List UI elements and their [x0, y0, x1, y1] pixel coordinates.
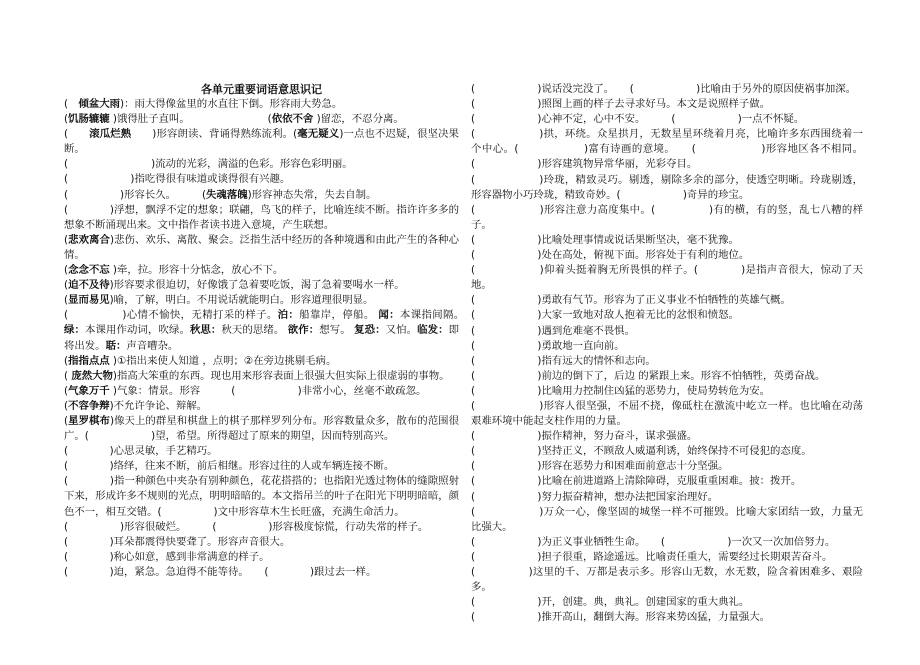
right-entry [471, 354, 863, 369]
left-entry [64, 414, 459, 444]
entry-text: )留恋，不忍分离。 [313, 113, 404, 126]
entry-text: ( )形容注意力高度集中。( )有的横，有的竖，乱七八糟的样子。 [471, 203, 863, 231]
left-entry [64, 127, 459, 157]
entry-text: )指高大笨重的东西。现也用来形容表面上很强大但实际上很虚弱的事物。 [112, 369, 450, 382]
term-bold: 滚瓜烂熟 [89, 128, 132, 141]
entry-text: 想写。 [319, 324, 355, 337]
right-entry [471, 384, 863, 399]
entry-text: ( )比喻处理事情或说话果断坚决，毫不犹豫。 [471, 233, 739, 246]
left-entry [64, 293, 459, 308]
right-entry [471, 459, 863, 474]
entry-text: ( )仰着头挺着胸无所畏惧的样子。( )是指声音很大，惊动了天地。 [471, 264, 863, 292]
right-entry [471, 203, 863, 233]
entry-text: ( )这里的千、万都是表示多。形容山无数，水无数，险含着困难多、艰险多。 [471, 566, 863, 594]
entry-text: ( )心神不定，心中不安。 ( )一点不怀疑。 [471, 113, 805, 126]
right-entry [471, 324, 863, 339]
right-entry [471, 399, 863, 429]
right-entry [471, 444, 863, 459]
entry-text: ( )拱，环绕。众星拱月，无数星星环绕着月亮，比喻许多东西围绕着一个中心。( )富有诗画的意境。 ( )形容地区各不相同。( )形容建筑物异常华丽，光彩夺目。 [471, 128, 863, 171]
left-entry [64, 535, 459, 550]
entry-text: ( )说话没完没了。 ( )比喻由于另外的原因使祸事加深。 [471, 83, 857, 95]
left-entry [64, 97, 459, 112]
term-bold: 庞然大物 [71, 369, 113, 382]
entry-text: )形容要求很迫切，好像饿了急着要吃饭，渴了急着要喝水一样。 [109, 279, 405, 292]
term-bold: 泊： [277, 309, 300, 322]
left-entry [64, 474, 459, 519]
right-entry [471, 127, 863, 172]
right-entry [471, 610, 863, 625]
page-title: 各单元重要词语意思识记 [201, 83, 322, 96]
term-bold: 倾盆大雨 [78, 98, 121, 110]
entry-text: ( )络绎，往来不断，前后相继。形容过往的人或车辆连接不断。 [64, 460, 395, 473]
entry-text: ( )照图上画的样子去寻求好马。本文是说照样子做。 [471, 98, 771, 111]
entry-text: ( )形容长久。 ( [64, 188, 207, 201]
left-entry [64, 263, 459, 278]
entry-text: ( )心情不愉快，无精打采的样子。 [64, 309, 278, 322]
entry-text: )像天上的群星和棋盘上的棋子那样罗列分布。形容数量众多，散布的范围很广。( )望，希望。所得超过了原来的期望，因而特别高兴。 [64, 414, 459, 443]
entry-text: ( [64, 354, 69, 367]
entry-text: ( )心思灵敏，手艺精巧。 [64, 445, 218, 458]
right-entry [471, 308, 863, 323]
term-bold: 绿： [64, 324, 85, 337]
entry-text: )形容朗读、背诵得熟练流利。( [131, 128, 298, 141]
term-bold: 临发： [417, 324, 449, 337]
entry-text: ( )大家一致地对敌人抱着无比的忿恨和愤怒。 [471, 309, 739, 322]
right-entry [471, 293, 863, 308]
right-entry [471, 535, 863, 550]
left-entry [64, 550, 459, 565]
right-entry [471, 173, 863, 203]
left-entry [64, 188, 459, 203]
right-entry [471, 490, 863, 505]
right-entry [471, 233, 863, 248]
right-entry [471, 505, 863, 535]
term-bold: 不容争辩 [68, 399, 110, 412]
entry-text: ( )指一种颜色中夹杂有别种颜色，花花搭搭的；也指阳光透过物体的缝隙照射下来，形成许多不规则的光点，明明暗暗的。本文指吊兰的叶子在阳光下明明暗暗，颜色不一，相互交错。( )文中形容草木生长旺盛，充满生命活力。 [64, 475, 459, 518]
left-entry [64, 172, 459, 187]
left-entry [64, 520, 459, 535]
entry-text: ( )流动的光彩，满溢的色彩。形容色彩明丽。 [64, 158, 353, 171]
right-entry [471, 474, 863, 489]
entry-text: ( )勇敢有气节。形容为了正义事业不怕牺牲的英雄气概。 [471, 294, 791, 307]
term-bold: 悲欢离合 [68, 233, 110, 246]
left-entry [64, 157, 459, 172]
left-entry [64, 444, 459, 459]
term-bold: 迫不及待 [68, 279, 110, 292]
entry-text: 即将出发。 [64, 324, 460, 352]
right-entries [471, 82, 863, 625]
entry-text: )饿得肚子直叫。 ( [109, 113, 272, 126]
entry-text: 船靠岸，停船。 [299, 309, 379, 322]
entry-text: ( )浮想，飘浮不定的想象；联翩，鸟飞的样子，比喻连续不断。指许许多多的想象不断涌现出来。文中指作者读书进入意境，产生联想。 [64, 203, 459, 231]
entry-text: ( )担子很重，路途遥远。比喻责任重大，需要经过长期艰苦奋斗。 [471, 550, 833, 563]
entry-text: ( )耳朵都震得快要聋了。形容声音很大。 [64, 535, 291, 548]
right-entry [471, 112, 863, 127]
entry-text: ( )开，创建。典，典礼。创建国家的重大典礼。 [471, 596, 750, 609]
entry-text: ( )称心如意，感到非常满意的样子。 [64, 550, 270, 563]
left-entry [64, 233, 459, 263]
entry-text: ( )万众一心，像坚固的城堡一样不可摧毁。比喻大家团结一致，力量无比强大。 [471, 505, 863, 533]
entry-text: ( )勇敢地一直向前。 [471, 339, 625, 352]
entry-text: ( )为正义事业牺牲生命。 ( )一次又一次加倍努力。 [471, 535, 836, 548]
entry-text: ( )指有远大的情怀和志向。 [471, 354, 656, 367]
entry-text: ( )坚持正义，不顾敌人威逼利诱，始终保持不可侵犯的态度。 [471, 445, 812, 458]
left-entry [64, 354, 459, 369]
term-bold: 复恐： [354, 324, 386, 337]
entry-text: ( )迫，紧急。急迫得不能等待。 ( )跟过去一样。 [64, 565, 377, 578]
term-bold: 秋思： [189, 324, 222, 337]
left-entry [64, 278, 459, 293]
left-entries [64, 97, 470, 580]
term-bold: 毫无疑义 [297, 128, 340, 141]
left-entry [64, 112, 459, 127]
term-bold: 饥肠辘辘 [68, 113, 110, 126]
right-entry [471, 565, 863, 595]
entry-text: ( )玲珑，精致灵巧。剔透，剔除多余的部分，使透空明晰。玲珑剔透，形容器物小巧玲珑，精致奇妙。( )奇异的珍宝。 [471, 173, 863, 201]
entry-text: ( )指吃得很有味道或谈得很有兴趣。 [64, 173, 291, 186]
right-entry [471, 550, 863, 565]
entry-text: ( [64, 369, 72, 382]
term-bold: 闻： [378, 309, 400, 322]
right-entry [471, 82, 863, 97]
left-entry [64, 399, 459, 414]
entry-text: ( )推开高山，翻倒大海。形容来势凶猛，力量强大。 [471, 611, 771, 624]
term-bold: 聒： [105, 339, 127, 352]
entry-text: )气象：情景。形容 ( )非常小心，丝毫不敢疏忽。 [109, 384, 427, 397]
left-entry [64, 369, 459, 384]
entry-text: 本课用作动词，吹绿。 [85, 324, 190, 337]
entry-text: ( [64, 128, 90, 141]
entry-text: )一点也不迟疑，很坚决果断。 [64, 128, 460, 156]
entry-text: ( [64, 414, 69, 427]
term-bold: 显而易见 [68, 294, 110, 307]
entry-text: ( )比喻用力控制住凶猛的恶势力，使局势转危为安。 [471, 384, 771, 397]
entry-text: )不允许争论、辩解。 [109, 399, 208, 412]
entry-text: 声音嘈杂。 [126, 339, 179, 352]
right-entry [471, 248, 863, 263]
term-bold: 指指点点 [68, 354, 110, 367]
left-column [64, 82, 470, 580]
entry-text: 本课指间隔。 [399, 309, 470, 322]
entry-text: ( [64, 113, 69, 126]
entry-text: ( [64, 399, 69, 412]
term-bold: 欲作： [287, 324, 320, 337]
entry-text: )牵，拉。形容十分惦念，放心不下。 [109, 264, 284, 277]
left-entry [64, 565, 459, 580]
left-entry [64, 308, 470, 353]
left-entry [64, 459, 459, 474]
entry-text: ( )遇到危难毫不畏惧。 [471, 324, 635, 337]
right-entry [471, 97, 863, 112]
left-entry [64, 384, 459, 399]
entry-text: )①指出来使人知道 ，点明；②在旁边挑剔毛病。 [109, 354, 337, 367]
entry-text: ( )振作精神，努力奋斗，谋求强盛。 [471, 430, 698, 443]
entry-text: )悲伤、欢乐、离散、聚会。泛指生活中经历的各种境遇和由此产生的各种心情。 [64, 233, 459, 261]
entry-text: ( )比喻在前进道路上清除障碍，克服重重困难。披：拨开。 [471, 475, 802, 488]
right-entry [471, 595, 863, 610]
entry-text: )喻，了解，明白。不用说话就能明白。形容道理很明显。 [109, 294, 374, 307]
entry-text: ( )形容很破烂。 ( )形容极度惊慌，行动失常的样子。 [64, 520, 429, 533]
term-bold: 气象万千 [68, 384, 110, 397]
entry-text: 秋天的思绪。 [221, 324, 288, 337]
entry-text: ( )前边的倒下了，后边 的紧跟上来。形容不怕牺牲，英勇奋战。 [471, 369, 826, 382]
entry-text: )形容神态失常，失去自制。 [247, 188, 377, 201]
term-bold: 失魂落魄 [206, 188, 248, 201]
left-entry [64, 203, 459, 233]
entry-text: ( [64, 279, 69, 292]
entry-text: ( [64, 233, 69, 246]
term-bold: 念念不忘 [68, 264, 110, 277]
entry-text: ( [64, 294, 69, 307]
entry-text: ( )处在高处，俯视下面。形容处于有利的地位。 [471, 249, 750, 262]
entry-text: )：雨大得像盆里的水直往下倒。形容雨大势急。 [120, 98, 343, 110]
entry-text: ( )形容人很坚强，不屈不挠，像砥柱在激流中屹立一样。也比喻在动荡艰难环境中能起支柱作用的力量。 [471, 399, 863, 428]
entry-text: ( )努力振奋精神，想办法把国家治理好。 [471, 490, 719, 503]
entry-text: 又怕。 [385, 324, 418, 337]
right-column [471, 82, 863, 625]
entry-text: ( [64, 98, 79, 110]
right-entry [471, 263, 863, 293]
entry-text: ( )形容在恶势力和困难面前意志十分坚强。 [471, 460, 729, 473]
right-entry [471, 369, 863, 384]
term-bold: 依依不舍 [271, 113, 314, 126]
entry-text: ( [64, 264, 69, 277]
right-entry [471, 339, 863, 354]
term-bold: 星罗棋布 [68, 414, 110, 427]
entry-text: ( [64, 384, 69, 397]
right-entry [471, 429, 863, 444]
